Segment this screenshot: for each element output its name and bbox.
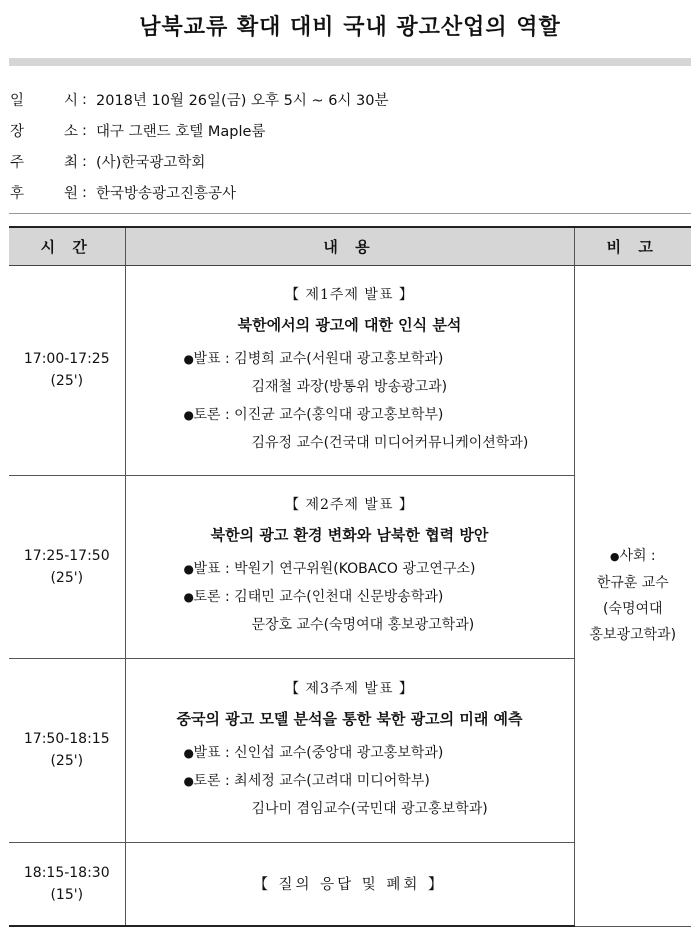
info-value-host: (사)한국광고학회 bbox=[96, 155, 206, 171]
moderator-label bbox=[575, 543, 692, 570]
time-duration: (25') bbox=[50, 753, 84, 769]
participant-name: 최세정 교수(고려대 미디어학부) bbox=[234, 772, 430, 789]
table-row bbox=[9, 265, 691, 475]
participant-name: 문장호 교수(숙명여대 홍보광고학과) bbox=[251, 617, 475, 633]
time-cell bbox=[9, 265, 125, 475]
session-label: 【 제2주제 발표 】 bbox=[285, 497, 414, 513]
info-key-char: 장 bbox=[10, 124, 25, 140]
participant-line bbox=[184, 555, 574, 583]
info-colon: : bbox=[82, 122, 87, 139]
time-duration: (25') bbox=[50, 373, 84, 389]
participant-list bbox=[184, 739, 574, 823]
participant-role: 토론 : bbox=[193, 406, 235, 423]
content-cell bbox=[125, 475, 574, 658]
bullet-icon: ● bbox=[183, 745, 194, 760]
info-row-venue bbox=[10, 115, 690, 146]
remark-cell bbox=[574, 265, 691, 926]
time-range: 17:50-18:15 bbox=[23, 731, 110, 747]
title-divider bbox=[9, 58, 691, 66]
bullet-icon: ● bbox=[183, 351, 194, 366]
participant-line bbox=[184, 401, 574, 429]
bullet-icon: ● bbox=[183, 773, 194, 788]
info-colon: : bbox=[82, 184, 87, 201]
info-value-sponsor: 한국방송광고진흥공사 bbox=[96, 186, 237, 202]
info-key bbox=[10, 182, 82, 203]
time-duration: (15') bbox=[50, 886, 84, 903]
info-key-char: 최 bbox=[63, 155, 78, 171]
header-remark: 비 고 bbox=[574, 227, 691, 265]
info-key-char: 일 bbox=[10, 93, 25, 109]
participant-line bbox=[184, 373, 574, 401]
session-topic: 북한에서의 광고에 대한 인식 분석 bbox=[237, 315, 462, 334]
header-time: 시 간 bbox=[9, 227, 125, 265]
schedule-table bbox=[9, 226, 691, 927]
participant-role: 발표 : bbox=[193, 350, 235, 367]
participant-line bbox=[184, 429, 574, 457]
content-cell bbox=[125, 658, 574, 842]
info-key bbox=[10, 151, 82, 172]
participant-name: 신인섭 교수(중앙대 광고홍보학과) bbox=[234, 744, 444, 761]
info-row-date bbox=[10, 84, 690, 115]
table-header-row bbox=[9, 227, 691, 265]
bullet-icon: ● bbox=[183, 562, 194, 576]
content-cell bbox=[125, 842, 574, 926]
header-content: 내 용 bbox=[125, 227, 574, 265]
info-row-host bbox=[10, 146, 690, 177]
event-info bbox=[10, 84, 690, 208]
session-label: 【 제3주제 발표 】 bbox=[285, 680, 414, 697]
participant-name: 김나미 겸임교수(국민대 광고홍보학과) bbox=[251, 800, 488, 817]
participant-line bbox=[184, 739, 574, 767]
participant-name: 김재철 과장(방통위 방송광고과) bbox=[251, 378, 448, 395]
time-range: 17:00-17:25 bbox=[23, 351, 110, 367]
time-cell bbox=[9, 475, 125, 658]
participant-line bbox=[184, 345, 574, 373]
bullet-icon: ● bbox=[183, 407, 194, 422]
participant-name: 박원기 연구위원(KOBACO 광고연구소) bbox=[234, 561, 476, 577]
time-range: 18:15-18:30 bbox=[23, 864, 110, 881]
bullet-icon: ● bbox=[183, 590, 194, 604]
moderator-affiliation: (숙명여대 bbox=[602, 601, 663, 617]
participant-line bbox=[184, 767, 574, 795]
info-key-char: 소 bbox=[63, 124, 78, 140]
participant-name: 김병희 교수(서원대 광고홍보학과) bbox=[234, 350, 444, 367]
info-row-sponsor bbox=[10, 177, 690, 208]
participant-role: 토론 : bbox=[193, 772, 235, 789]
time-cell bbox=[9, 842, 125, 926]
info-key bbox=[10, 89, 82, 110]
session-label: 【 제1주제 발표 】 bbox=[285, 286, 414, 303]
time-range: 17:25-17:50 bbox=[23, 547, 110, 564]
participant-line bbox=[184, 611, 574, 639]
info-value-venue: 대구 그랜드 호텔 Maple룸 bbox=[96, 124, 266, 140]
participant-line bbox=[184, 583, 574, 611]
closing-label: 【 질의 응답 및 폐회 】 bbox=[253, 877, 446, 894]
info-key-char: 시 bbox=[63, 93, 78, 109]
participant-list bbox=[184, 345, 574, 457]
info-colon: : bbox=[82, 153, 87, 170]
participant-line bbox=[184, 795, 574, 823]
participant-name: 이진균 교수(홍익대 광고홍보학부) bbox=[234, 406, 444, 423]
participant-role: 토론 : bbox=[193, 589, 235, 605]
info-key-char: 주 bbox=[10, 155, 25, 171]
content-cell bbox=[125, 265, 574, 475]
info-value-date: 2018년 10월 26일(금) 오후 5시 ~ 6시 30분 bbox=[96, 93, 389, 109]
participant-name: 김태민 교수(인천대 신문방송학과) bbox=[234, 589, 444, 605]
info-divider bbox=[9, 213, 691, 214]
bullet-icon: ● bbox=[609, 550, 620, 563]
info-key bbox=[10, 120, 82, 141]
participant-role: 발표 : bbox=[193, 744, 235, 761]
time-cell bbox=[9, 658, 125, 842]
time-duration: (25') bbox=[50, 569, 84, 586]
session-topic: 북한의 광고 환경 변화와 남북한 협력 방안 bbox=[210, 526, 489, 544]
moderator-name: 한규훈 교수 bbox=[596, 575, 669, 591]
participant-role: 발표 : bbox=[193, 561, 235, 577]
participant-name: 김유정 교수(건국대 미디어커뮤니케이션학과) bbox=[251, 434, 529, 451]
session-topic: 중국의 광고 모델 분석을 통한 북한 광고의 미래 예측 bbox=[176, 709, 523, 728]
moderator-role: 사회 : bbox=[619, 548, 656, 564]
moderator-affiliation: 홍보광고학과) bbox=[589, 627, 677, 643]
info-key-char: 원 bbox=[63, 186, 78, 202]
info-key-char: 후 bbox=[10, 186, 25, 202]
page-title: 남북교류 확대 대비 국내 광고산업의 역할 bbox=[139, 15, 561, 40]
participant-list bbox=[184, 555, 574, 639]
info-colon: : bbox=[82, 91, 87, 108]
